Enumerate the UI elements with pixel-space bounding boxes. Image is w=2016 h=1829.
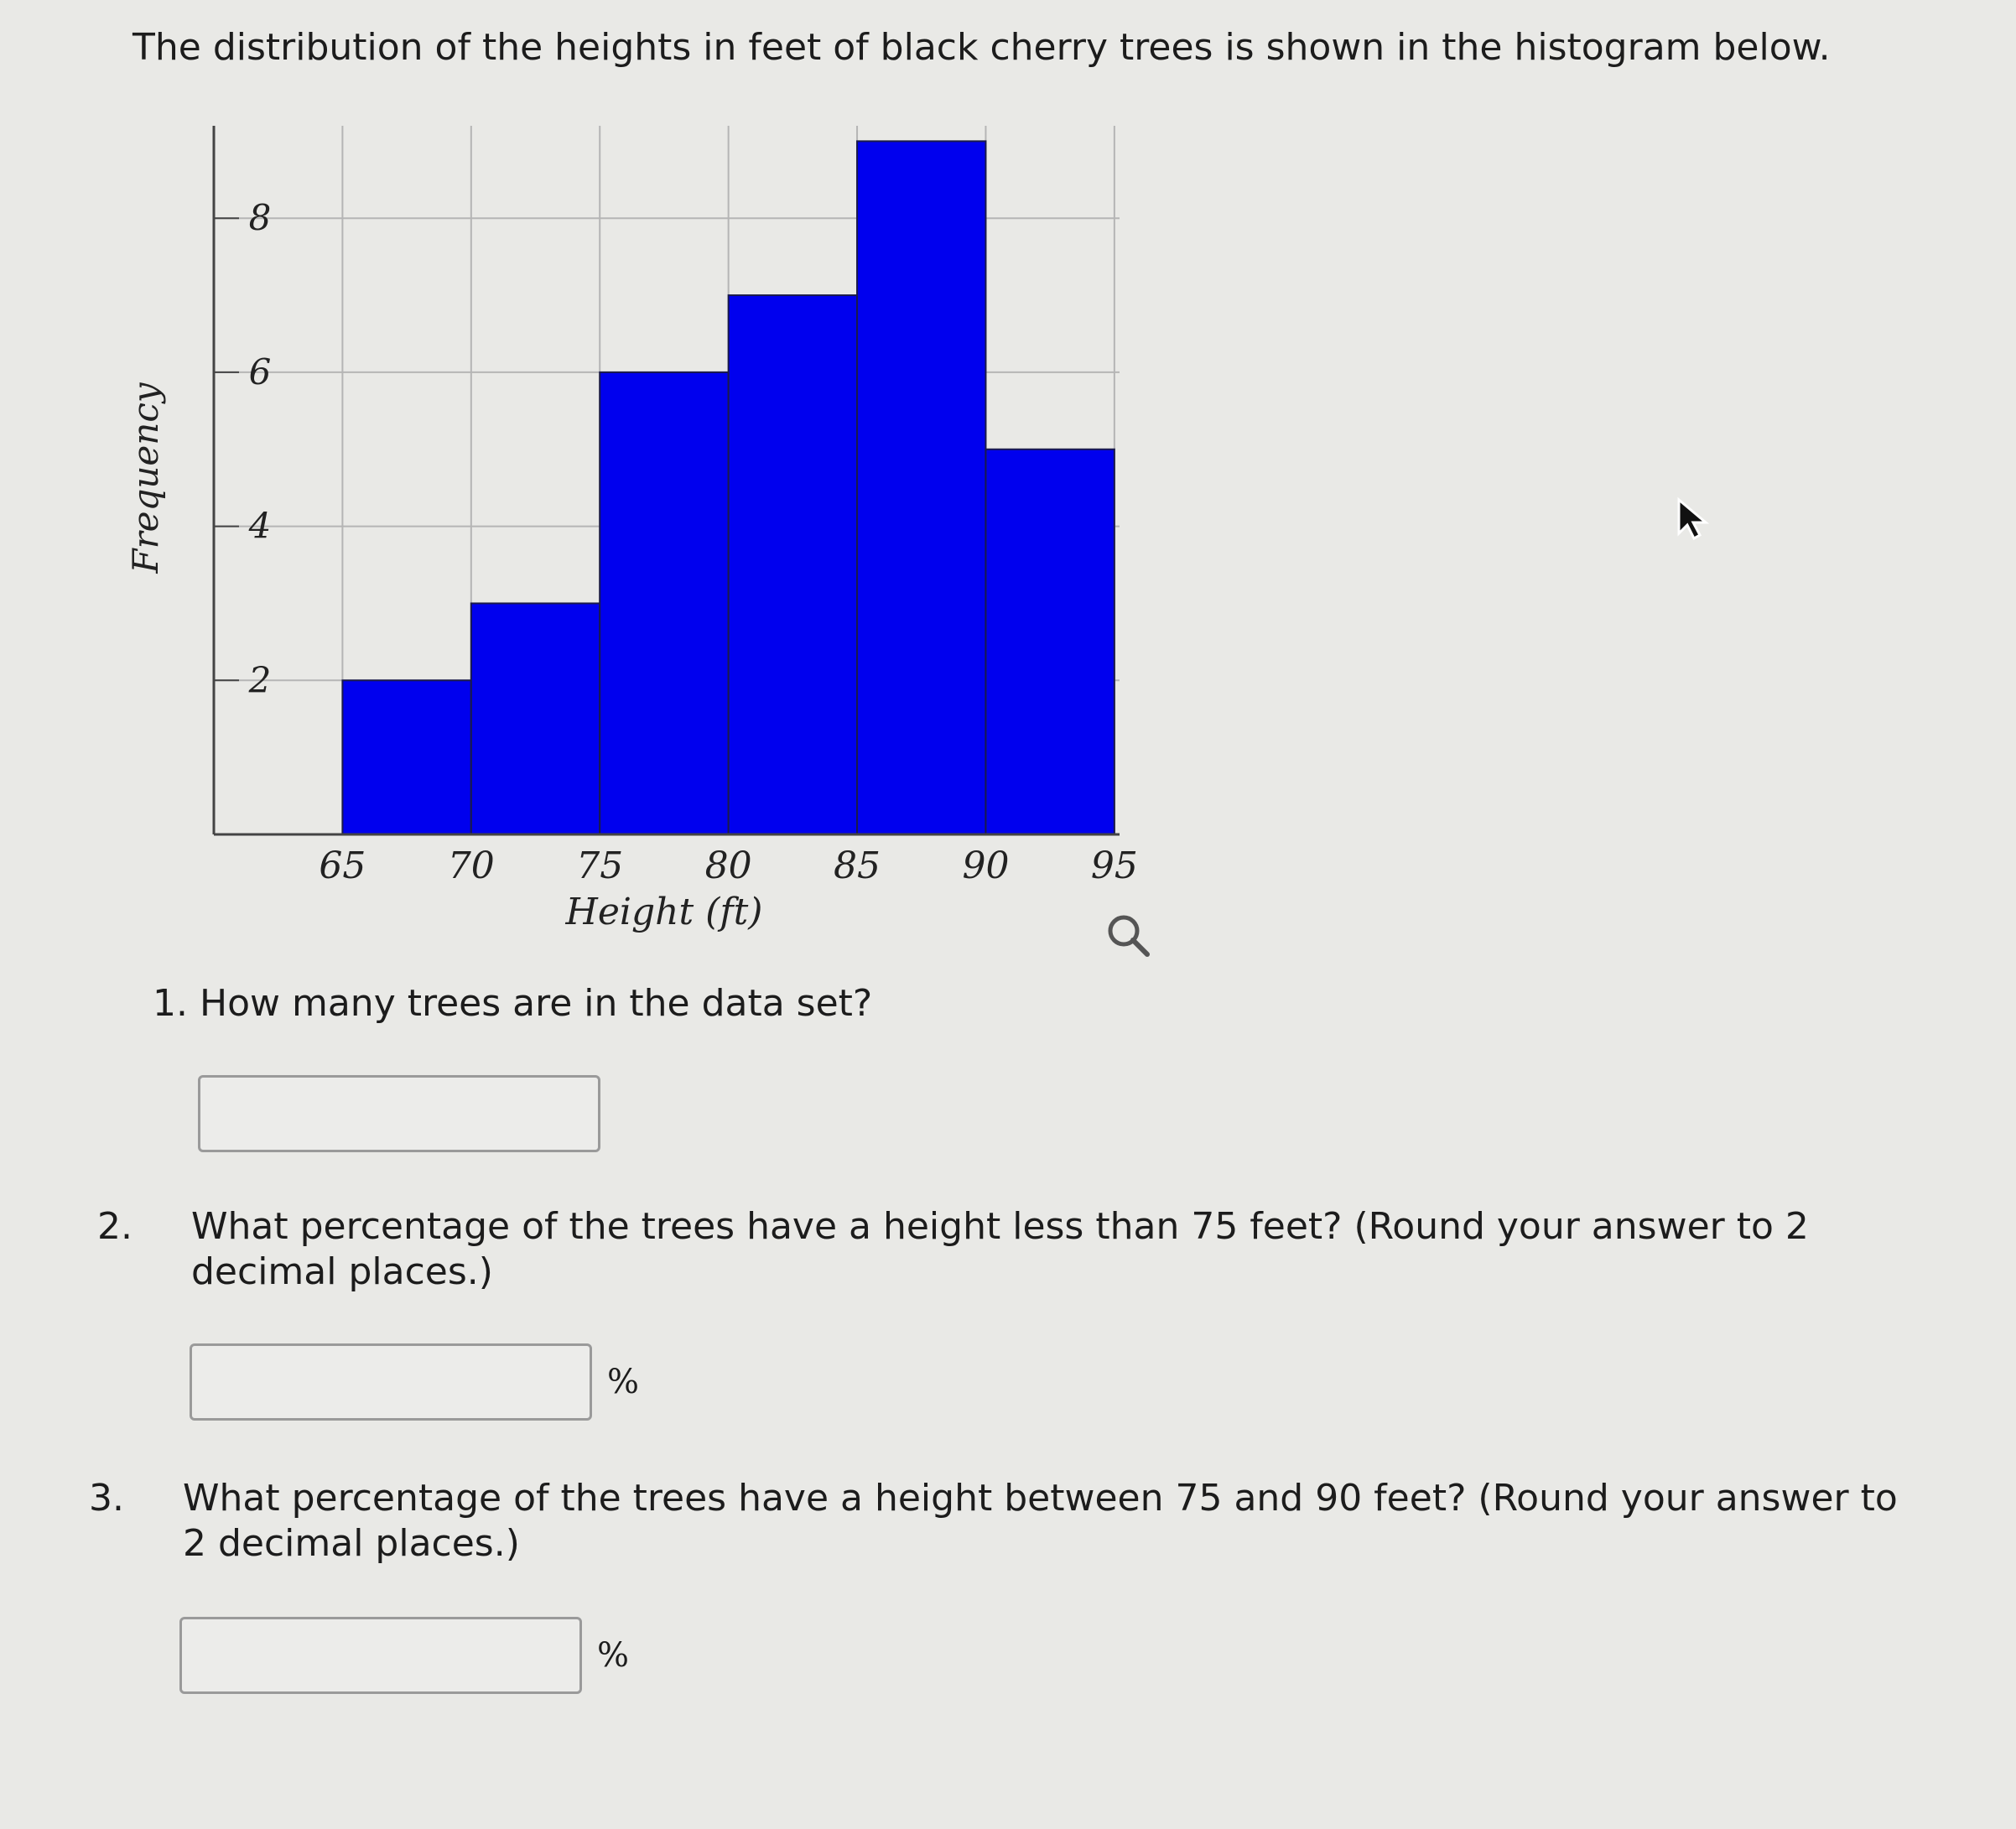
- y-tick-label: 6: [248, 351, 272, 392]
- question-text: What percentage of the trees have a height between 75 and 90 feet? (Round your answer to 2 decimal places.): [183, 1477, 1898, 1565]
- question-number: 1.: [153, 982, 188, 1025]
- y-tick-label: 8: [248, 197, 272, 239]
- histogram-bar: [729, 295, 857, 834]
- question-1: [153, 981, 872, 1026]
- y-axis-title: Frequency: [125, 382, 166, 574]
- magnifier-icon[interactable]: [1110, 917, 1147, 954]
- x-tick-label: 85: [834, 844, 881, 887]
- x-tick-label: 75: [576, 844, 624, 887]
- x-tick-label: 65: [319, 844, 366, 887]
- question-text: How many trees are in the data set?: [200, 982, 873, 1025]
- question-text: What percentage of the trees have a height less than 75 feet? (Round your answer to 2 decimal places.): [191, 1205, 1809, 1293]
- histogram-chart: [117, 92, 1191, 973]
- x-tick-label: 70: [447, 844, 495, 887]
- answer-input-2[interactable]: [190, 1343, 592, 1421]
- answer-row-2: [190, 1343, 639, 1421]
- x-tick-label: 80: [704, 844, 752, 887]
- y-tick-label: 2: [248, 659, 272, 701]
- histogram-bar: [471, 603, 600, 834]
- mouse-pointer-icon: [1676, 496, 1709, 540]
- question-number: 2.: [97, 1205, 132, 1248]
- histogram-bar: [985, 449, 1114, 834]
- histogram-bar: [857, 141, 985, 834]
- answer-row-3: [179, 1617, 629, 1694]
- answer-input-3[interactable]: [179, 1617, 582, 1694]
- x-axis-title: Height (ft): [565, 891, 763, 933]
- x-tick-label: 90: [962, 844, 1010, 887]
- answer-row-1: [198, 1075, 600, 1152]
- problem-intro: The distribution of the heights in feet of black cherry trees is shown in the histogram below.: [132, 26, 1831, 69]
- percent-unit: %: [597, 1636, 630, 1675]
- percent-unit: %: [607, 1363, 640, 1401]
- histogram-bar: [342, 680, 470, 834]
- answer-input-1[interactable]: [198, 1075, 600, 1152]
- question-3: [89, 1476, 1902, 1567]
- question-2: [97, 1204, 1910, 1295]
- x-tick-label: 95: [1090, 844, 1138, 887]
- question-number: 3.: [89, 1477, 124, 1520]
- histogram-bar: [600, 372, 728, 834]
- y-tick-label: 4: [248, 505, 272, 547]
